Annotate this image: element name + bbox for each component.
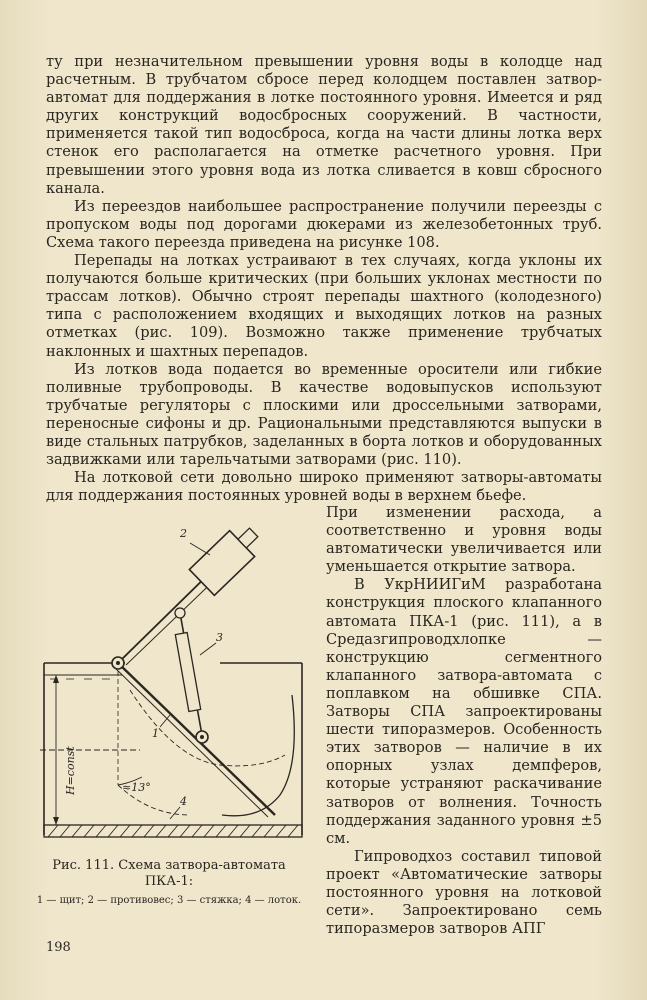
caption-title: Рис. 111. Схема затвора-автомата ПКА-1:: [52, 858, 286, 889]
label-1: 1: [152, 727, 159, 740]
tie-rod-top-joint: [175, 608, 185, 618]
leader-3: [200, 643, 216, 655]
label-4: 4: [180, 795, 187, 808]
caption-legend: 1 — щит; 2 — противовес; 3 — стяжка; 4 — лоток.: [36, 895, 302, 906]
text-block-top: [46, 53, 602, 505]
page-number: 198: [46, 940, 71, 955]
leader-2: [190, 543, 210, 555]
tie-rod-bottom-center: [200, 735, 204, 739]
level-label: H=const: [64, 746, 77, 795]
depth-arrow-bottom: [53, 817, 59, 825]
bottom-hatching: [48, 825, 298, 837]
figure-111-diagram: [30, 515, 320, 850]
pivot-center: [116, 661, 120, 665]
angle-label: ≈13°: [122, 781, 151, 794]
paragraph: Гипроводхоз составил типовой проект «Автоматические затворы постоянного уровня на лотковой сети». Запроектировано семь типоразмеров затворов АПГ: [326, 847, 602, 938]
paragraph: Из переездов наибольшее распространение получили переезды с пропуском воды под дорогами дюкерами из железобетонных труб. Схема такого переезда приведена на рисунке 108.: [46, 197, 602, 251]
paragraph: На лотковой сети довольно широко применяют затворы-автоматы для поддержания постоянных уровней воды в верхнем бьефе.: [46, 469, 602, 505]
text-block-right: [326, 504, 602, 938]
paragraph: ту при незначительном превышении уровня воды в колодце над расчетным. В трубчатом сбросе перед колодцем поставлен затвор-автомат для поддержания в лотке постоянного уровня. Имеется и ряд других конструкций водосбросных сооружений. В частности, применяется такой тип водосброса, когда на части длины лотка верх стенок его располагается на отметке расчетного уровня. При превышении этого уровня вода из лотка сливается в ковш сбросного канала.: [46, 53, 602, 197]
paragraph: При изменении расхода, а соответственно и уровня воды автоматически увеличивается или уменьшается открытие затвора.: [326, 504, 602, 576]
paragraph: В УкрНИИГиМ разработана конструкция плоского клапанного автомата ПКА-1 (рис. 111), а в Средазгипроводхлопке — конструкцию сегментного клапанного затвора-автомата с поплавком на обшивке СПА. Затворы СПА запроектированы шести типоразмеров. Особенность этих затворов — наличие в их опорных узлах демпферов, которые устраняют раскачивание затворов от волнения. Точность поддержания заданного уровня ±5 см.: [326, 576, 602, 847]
counterweight: [189, 519, 266, 595]
paragraph: Из лотков вода подается во временные оросители или гибкие поливные трубопроводы. В качестве водовыпусков используют трубчатые регуляторы с плоскими или дроссельными затворами, переносные сифоны и др. Рациональными представляются выпуски в виде стальных патрубков, заделанных в борта лотков и оборудованных задвижками или тарельчатыми затворами (рис. 110).: [46, 360, 602, 469]
label-2: 2: [180, 527, 187, 540]
tie-rod-sleeve: [175, 633, 200, 712]
paragraph: Перепады на лотках устраивают в тех случаях, когда уклоны их получаются больше критических (при больших уклонах местности по трассам лотков). Обычно строят перепады шахтного (колодезного) типа с расположением входящих и выходящих лотков на разных отметках (рис. 109). Возможно также применение трубчатых наклонных и шахтных перепадов.: [46, 252, 602, 360]
label-3: 3: [216, 631, 223, 644]
figure-caption: [30, 858, 308, 907]
leader-4: [170, 807, 180, 819]
